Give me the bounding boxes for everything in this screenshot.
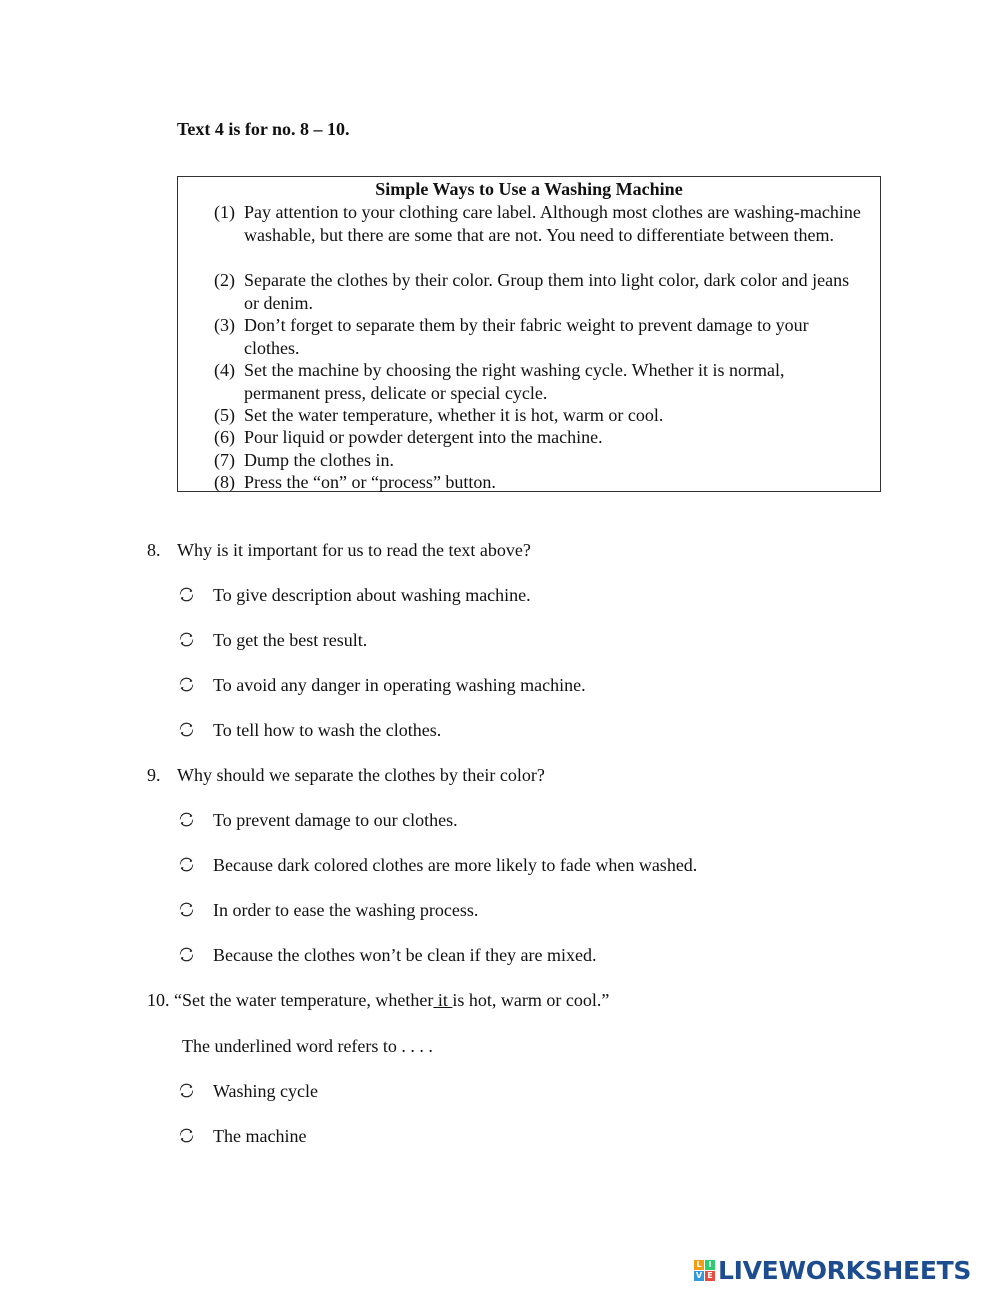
step-1: [214, 201, 864, 246]
step-number: (4): [214, 360, 235, 380]
question-9-text: Why should we separate the clothes by their color?: [177, 765, 545, 785]
step-text: Separate the clothes by their color. Group them into light color, dark color and jeans or denim.: [244, 270, 850, 313]
radio-icon[interactable]: [178, 1082, 195, 1099]
radio-icon[interactable]: [178, 631, 195, 648]
step-number: (3): [214, 315, 235, 335]
q8-option-a[interactable]: To give description about washing machine.: [213, 585, 531, 605]
radio-icon[interactable]: [178, 721, 195, 738]
q10-option-b[interactable]: The machine: [213, 1126, 307, 1146]
radio-icon[interactable]: [178, 856, 195, 873]
logo-tile: V: [695, 1270, 703, 1280]
step-2: [214, 269, 864, 314]
radio-icon[interactable]: [178, 811, 195, 828]
step-text: Dump the clothes in.: [244, 450, 394, 470]
logo-tile: I: [705, 1260, 715, 1270]
step-7: [214, 449, 864, 472]
radio-icon[interactable]: [178, 1127, 195, 1144]
text-title: Simple Ways to Use a Washing Machine: [375, 179, 683, 199]
q9-option-b[interactable]: Because dark colored clothes are more likely to fade when washed.: [213, 855, 698, 875]
step-number: (6): [214, 427, 235, 447]
step-number: (5): [214, 405, 235, 425]
step-number: (2): [214, 270, 235, 290]
step-number: (8): [214, 472, 235, 492]
q8-option-d[interactable]: To tell how to wash the clothes.: [213, 720, 442, 740]
q10-option-a[interactable]: Washing cycle: [213, 1081, 319, 1101]
q9-option-c[interactable]: In order to ease the washing process.: [213, 900, 479, 920]
q9-option-d[interactable]: Because the clothes won’t be clean if they are mixed.: [213, 945, 597, 965]
question-8-number: 8.: [147, 540, 161, 560]
reading-text-box: [177, 176, 881, 492]
radio-icon[interactable]: [178, 946, 195, 963]
step-text: Don’t forget to separate them by their fabric weight to prevent damage to your clothes.: [244, 315, 809, 358]
question-10: [147, 990, 609, 1011]
step-text: Pour liquid or powder detergent into the machine.: [244, 427, 603, 447]
underlined-word: it: [433, 990, 453, 1010]
question-10-prompt: The underlined word refers to . . . .: [182, 1036, 433, 1056]
text-intro-heading: Text 4 is for no. 8 – 10.: [177, 119, 350, 139]
step-8: [214, 471, 864, 494]
step-4: [214, 359, 864, 404]
logo-mark-icon: [694, 1260, 715, 1281]
step-text: Set the water temperature, whether it is hot, warm or cool.: [244, 405, 664, 425]
radio-icon[interactable]: [178, 901, 195, 918]
step-6: [214, 426, 864, 449]
logo-tile: E: [705, 1271, 715, 1281]
radio-icon[interactable]: [178, 586, 195, 603]
question-8-text: Why is it important for us to read the text above?: [177, 540, 531, 560]
q9-option-a[interactable]: To prevent damage to our clothes.: [213, 810, 458, 830]
logo-text: LIVEWORKSHEETS: [718, 1255, 972, 1285]
step-number: (7): [214, 450, 235, 470]
step-number: (1): [214, 202, 235, 222]
radio-icon[interactable]: [178, 676, 195, 693]
liveworksheets-logo: [694, 1256, 971, 1284]
step-text: Pay attention to your clothing care label. Although most clothes are washing-machine washable, but there are some that are not. You need to differentiate between them.: [244, 202, 861, 245]
step-text: Press the “on” or “process” button.: [244, 472, 496, 492]
question-10-number: 10.: [147, 990, 170, 1010]
question-9-number: 9.: [147, 765, 161, 785]
logo-tile: L: [694, 1260, 704, 1270]
step-3: [214, 314, 864, 359]
step-text: Set the machine by choosing the right washing cycle. Whether it is normal, permanent press, delicate or special cycle.: [244, 360, 785, 403]
question-10-quote-start: “Set the water temperature, whether: [174, 990, 434, 1010]
step-5: [214, 404, 864, 427]
q8-option-b[interactable]: To get the best result.: [213, 630, 368, 650]
q8-option-c[interactable]: To avoid any danger in operating washing machine.: [213, 675, 586, 695]
question-10-quote-end: is hot, warm or cool.”: [452, 990, 610, 1010]
